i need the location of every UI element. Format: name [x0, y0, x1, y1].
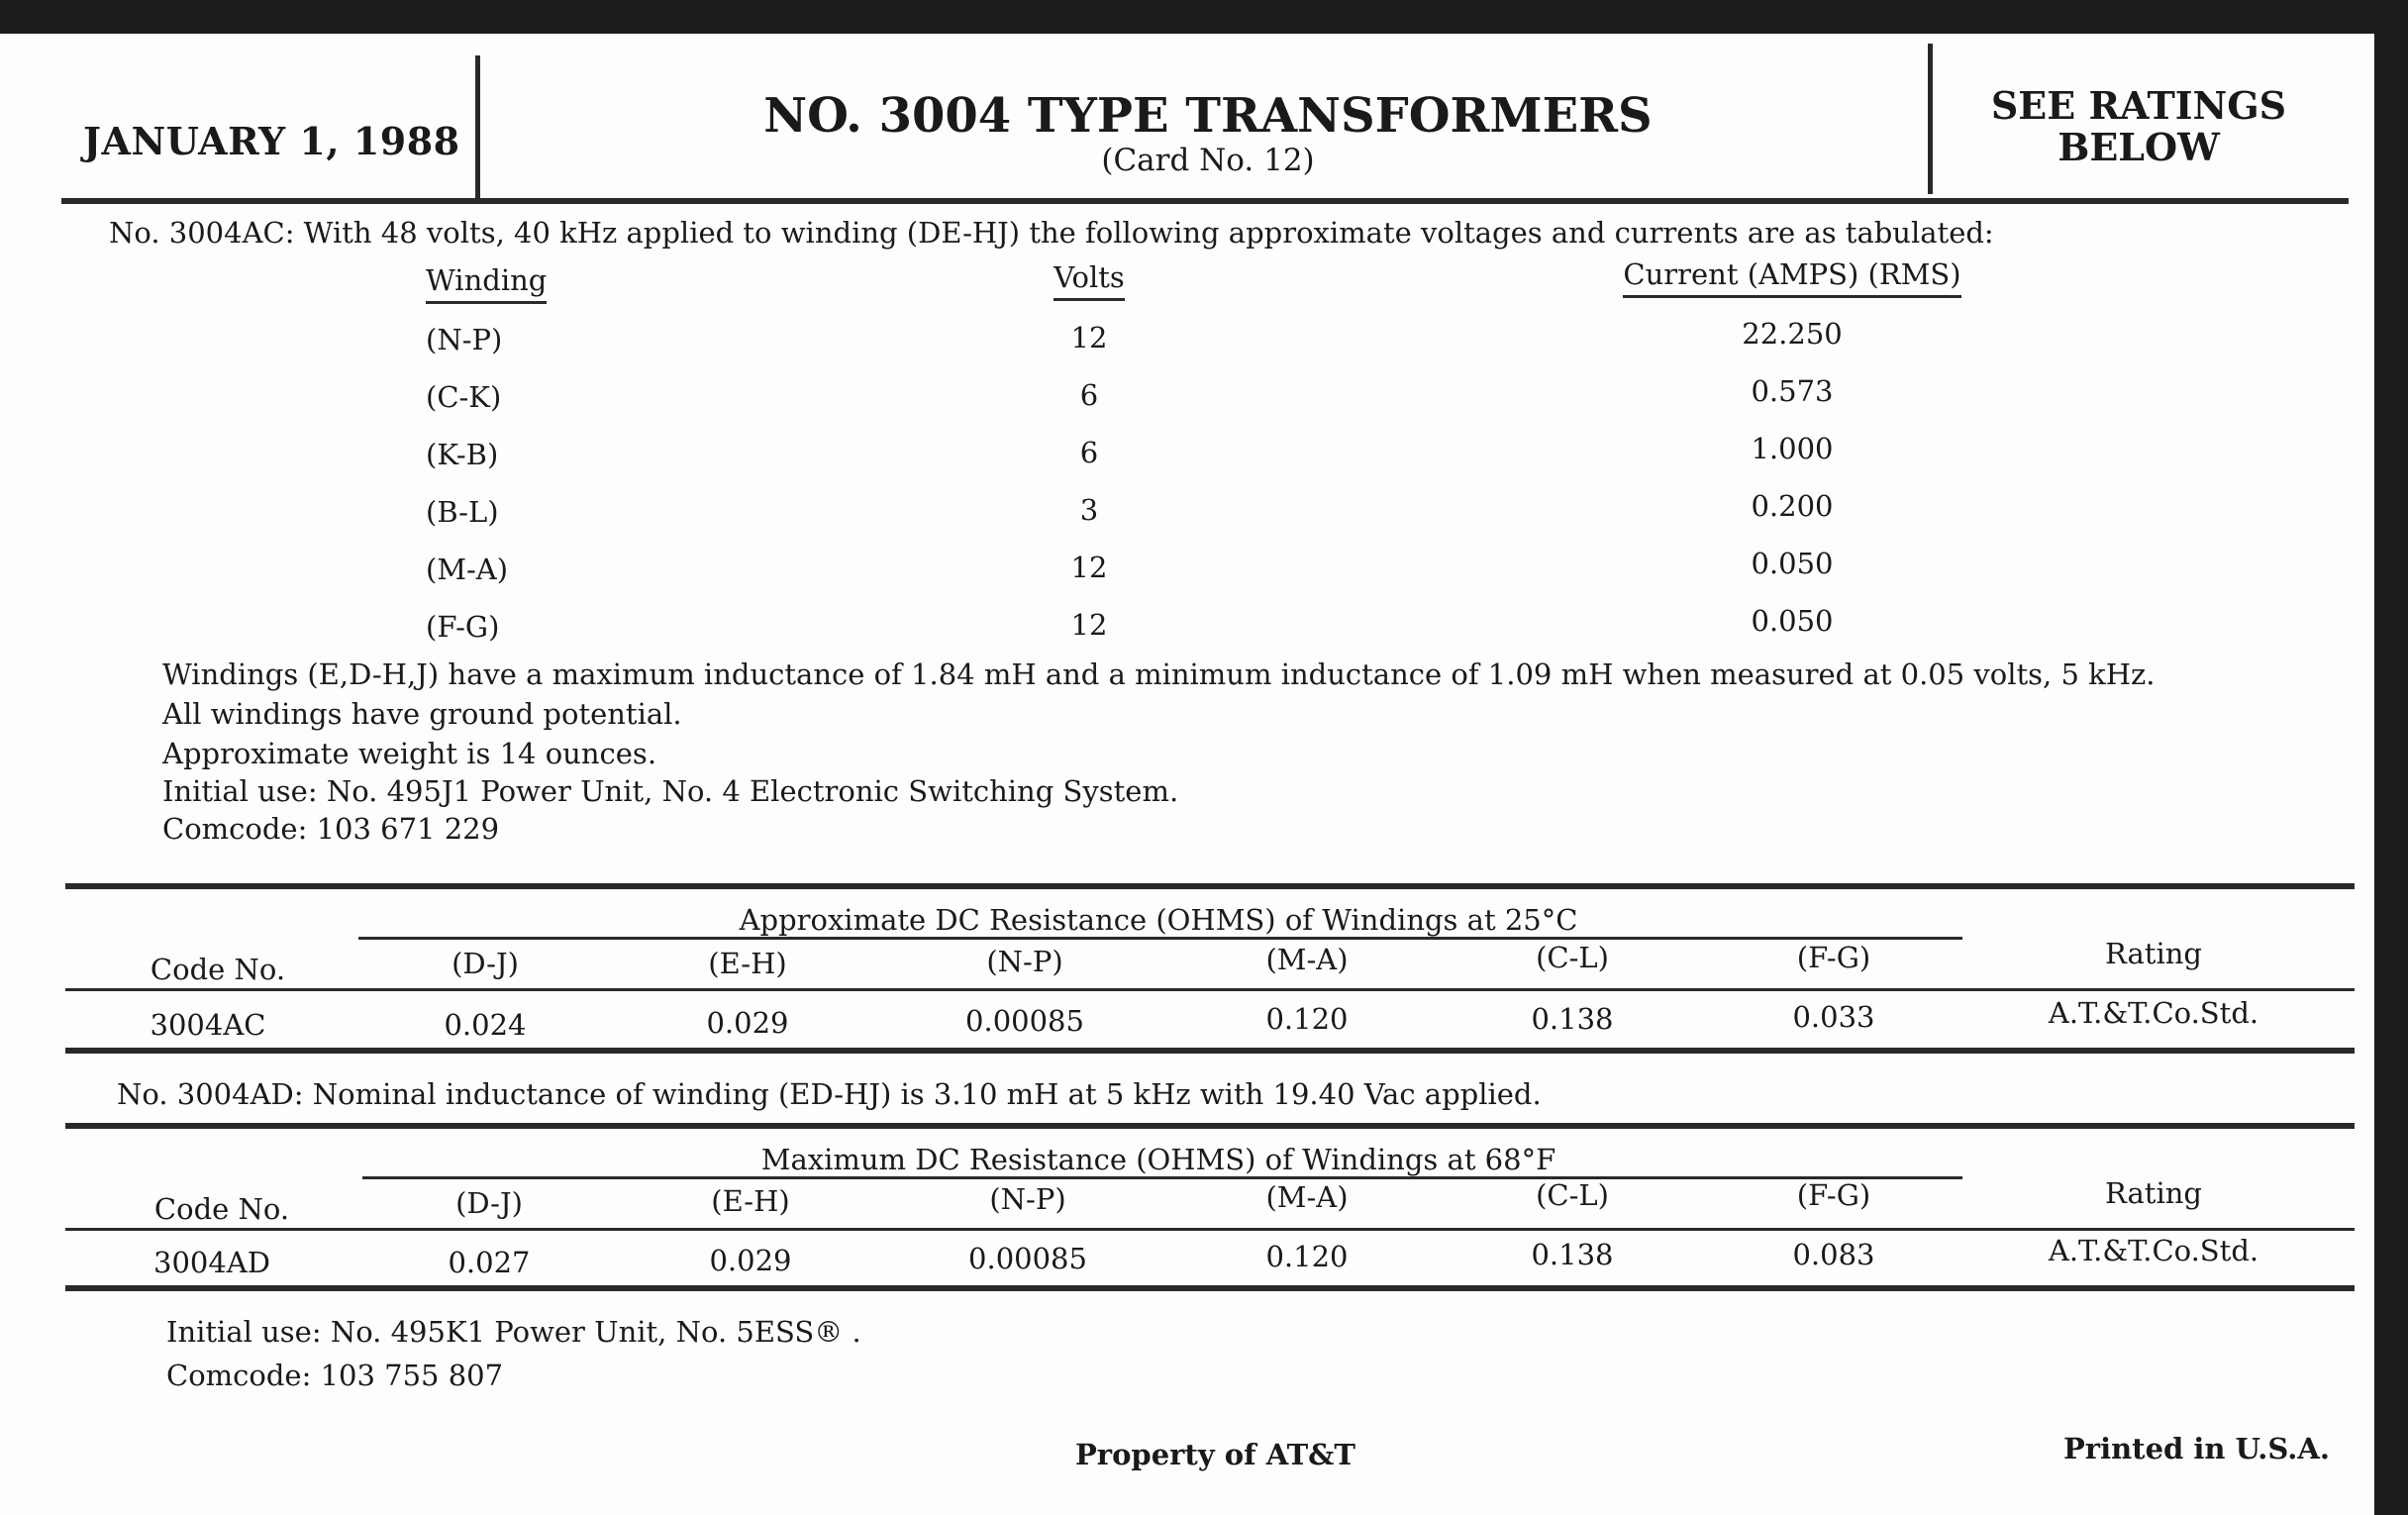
ac-col-current — [1604, 257, 1980, 291]
ac-note-weight: Approximate weight is 14 ounces. — [162, 737, 657, 770]
value-cell: 0.120 — [1265, 1240, 1349, 1273]
table-rule — [358, 937, 1962, 940]
footer-property: Property of AT&T — [1075, 1438, 1355, 1471]
footer-printed: Printed in U.S.A. — [2063, 1432, 2330, 1465]
winding-cell: (K-B) — [426, 438, 499, 471]
code-cell: 3004AC — [150, 1008, 266, 1042]
table-rule — [362, 1176, 1962, 1179]
ac-col-winding — [426, 263, 547, 297]
ad-col-ma: (M-A) — [1265, 1180, 1349, 1214]
winding-cell: (M-A) — [426, 553, 509, 586]
ad-col-eh: (E-H) — [711, 1184, 790, 1218]
header-divider-right — [1928, 44, 1933, 194]
ad-note-initial-use: Initial use: No. 495K1 Power Unit, No. 5ESS® . — [166, 1315, 861, 1349]
ratings-note — [1941, 85, 2337, 168]
current-cell: 1.000 — [1751, 432, 1834, 465]
transformer-card — [0, 34, 2374, 1515]
ac-col-cl: (C-L) — [1536, 941, 1609, 974]
value-cell: 0.00085 — [965, 1004, 1084, 1038]
rating-cell: A.T.&T.Co.Std. — [2048, 1234, 2259, 1267]
ad-intro: No. 3004AD: Nominal inductance of winding (ED-HJ) is 3.10 mH at 5 kHz with 19.40 Vac applied. — [117, 1077, 1542, 1111]
card-title: NO. 3004 TYPE TRANSFORMERS — [763, 88, 1653, 144]
value-cell: 0.024 — [444, 1008, 527, 1042]
volts-cell: 3 — [1079, 493, 1099, 527]
winding-cell: (B-L) — [426, 495, 499, 529]
card-title-block — [485, 89, 1931, 178]
volts-cell: 12 — [1070, 608, 1108, 642]
ac-rating-header: Rating — [2105, 937, 2202, 970]
card-subtitle: (Card No. 12) — [1101, 143, 1315, 178]
value-cell: 0.00085 — [968, 1242, 1087, 1275]
current-cell: 22.250 — [1742, 317, 1843, 351]
ratings-note-line1: SEE RATINGS — [1990, 83, 2287, 128]
table-rule — [65, 988, 2355, 991]
ac-col-current-label: Current (AMPS) (RMS) — [1623, 257, 1960, 298]
current-cell: 0.200 — [1751, 489, 1834, 523]
ad-col-dj: (D-J) — [455, 1186, 523, 1220]
volts-cell: 12 — [1070, 321, 1108, 354]
ac-intro: No. 3004AC: With 48 volts, 40 kHz applied to winding (DE-HJ) the following approximate voltages and currents are as tabulated: — [109, 216, 1994, 250]
value-cell: 0.033 — [1792, 1000, 1875, 1034]
ad-col-cl: (C-L) — [1536, 1178, 1609, 1212]
table-rule — [65, 883, 2355, 889]
ac-col-volts — [1010, 260, 1168, 294]
ac-group-header: Approximate DC Resistance (OHMS) of Windings at 25°C — [739, 903, 1578, 937]
volts-cell: 12 — [1070, 551, 1108, 584]
ac-col-np: (N-P) — [986, 945, 1063, 978]
current-cell: 0.050 — [1751, 547, 1834, 580]
table-rule — [65, 1228, 2355, 1231]
winding-cell: (C-K) — [426, 380, 502, 414]
value-cell: 0.029 — [709, 1244, 792, 1277]
value-cell: 0.083 — [1792, 1238, 1875, 1271]
ad-note-comcode: Comcode: 103 755 807 — [166, 1359, 504, 1392]
header-divider-left — [475, 55, 480, 204]
value-cell: 0.029 — [706, 1006, 789, 1040]
table-rule — [65, 1123, 2355, 1129]
rating-cell: A.T.&T.Co.Std. — [2048, 996, 2259, 1030]
ad-rating-header: Rating — [2105, 1176, 2202, 1210]
ac-col-ma: (M-A) — [1265, 943, 1349, 976]
ad-group-header: Maximum DC Resistance (OHMS) of Windings at 68°F — [760, 1143, 1556, 1176]
card-date: JANUARY 1, 1988 — [83, 119, 460, 163]
value-cell: 0.027 — [448, 1246, 531, 1279]
ac-note-comcode: Comcode: 103 671 229 — [162, 812, 500, 846]
winding-cell: (N-P) — [426, 323, 503, 356]
ac-note-ground: All windings have ground potential. — [162, 697, 682, 731]
volts-cell: 6 — [1079, 436, 1099, 469]
ac-col-eh: (E-H) — [708, 947, 787, 980]
ac-note-initial-use: Initial use: No. 495J1 Power Unit, No. 4 Electronic Switching System. — [162, 774, 1179, 808]
current-cell: 0.050 — [1751, 604, 1834, 638]
ratings-note-line2: BELOW — [2057, 125, 2220, 169]
ad-code-header: Code No. — [153, 1192, 290, 1226]
volts-cell: 6 — [1079, 378, 1099, 412]
winding-cell: (F-G) — [426, 610, 500, 644]
ad-col-np: (N-P) — [989, 1182, 1066, 1216]
ac-note-inductance: Windings (E,D-H,J) have a maximum inductance of 1.84 mH and a minimum inductance of 1.09 mH when measured at 0.05 volts, 5 kHz. — [162, 657, 2156, 691]
ac-col-dj: (D-J) — [452, 947, 519, 980]
current-cell: 0.573 — [1751, 374, 1834, 408]
table-rule — [65, 1048, 2355, 1054]
code-cell: 3004AD — [153, 1246, 270, 1279]
ac-col-fg: (F-G) — [1796, 941, 1871, 974]
ad-col-fg: (F-G) — [1796, 1178, 1871, 1212]
value-cell: 0.138 — [1531, 1238, 1614, 1271]
header-rule — [61, 198, 2349, 204]
value-cell: 0.120 — [1265, 1002, 1349, 1036]
ac-col-volts-label: Volts — [1054, 260, 1125, 301]
ac-col-winding-label: Winding — [426, 263, 547, 304]
ac-code-header: Code No. — [150, 953, 286, 986]
value-cell: 0.138 — [1531, 1002, 1614, 1036]
table-rule — [65, 1285, 2355, 1291]
